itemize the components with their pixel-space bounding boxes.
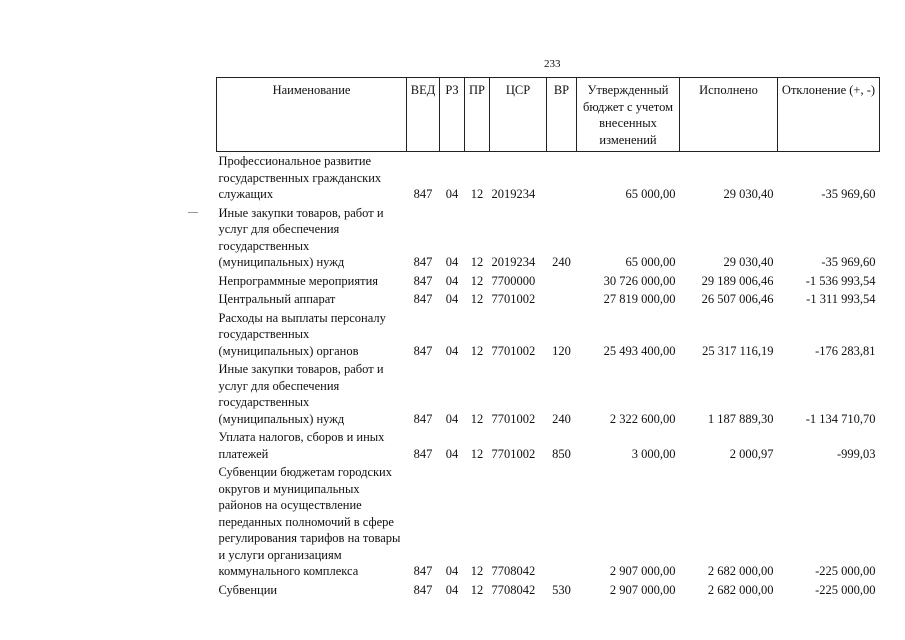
row-rz: 04 — [445, 187, 459, 201]
row-name: Субвенции бюджетам городских округов и муниципальных районов на осуществление переданных полномочий в сфере регулирования тарифов на товары и услуги организациям коммунального комплекса — [218, 465, 401, 578]
row-ved: 847 — [413, 446, 433, 461]
table-row — [217, 152, 880, 204]
row-vr — [547, 290, 577, 309]
row-ved: 847 — [413, 343, 433, 358]
row-approved: 2 907 000,00 — [609, 582, 676, 597]
row-approved: 65 000,00 — [625, 255, 676, 269]
row-pr: 12 — [470, 292, 484, 306]
row-deviation: -176 283,81 — [815, 343, 876, 358]
row-name: Профессиональное развитие государственных гражданских служащих — [218, 154, 382, 201]
row-vr: 530 — [552, 582, 571, 597]
header-pr: ПР — [465, 78, 490, 152]
row-csr: 7708042 — [491, 582, 536, 597]
row-csr: 7701002 — [491, 411, 536, 426]
row-executed: 2 682 000,00 — [707, 564, 774, 578]
row-csr: 2019234 — [491, 255, 536, 269]
row-pr: 12 — [470, 187, 484, 201]
header-csr: ЦСР — [490, 78, 547, 152]
row-name: Непрограммные мероприятия — [218, 273, 379, 288]
header-rz: РЗ — [440, 78, 465, 152]
row-executed: 25 317 116,19 — [702, 343, 774, 358]
row-deviation: -1 536 993,54 — [805, 273, 876, 288]
row-approved: 25 493 400,00 — [603, 343, 676, 358]
row-vr: 850 — [552, 446, 571, 461]
row-rz: 04 — [445, 411, 459, 426]
row-approved: 3 000,00 — [631, 446, 676, 461]
row-approved: 27 819 000,00 — [603, 292, 676, 306]
table-row — [217, 309, 880, 361]
row-deviation: -225 000,00 — [815, 582, 876, 597]
row-pr: 12 — [470, 273, 484, 288]
row-executed: 29 189 006,46 — [701, 273, 774, 288]
header-name: Наименование — [217, 78, 407, 152]
row-ved: 847 — [413, 273, 433, 288]
row-ved: 847 — [413, 292, 433, 306]
row-vr: 240 — [552, 411, 571, 426]
row-rz: 04 — [445, 446, 459, 461]
row-name: Иные закупки товаров, работ и услуг для обеспечения государственных (муниципальных) нужд — [218, 362, 384, 426]
row-vr — [547, 272, 577, 291]
table-row — [217, 428, 880, 463]
header-vr: ВР — [547, 78, 577, 152]
row-pr: 12 — [470, 582, 484, 597]
table-body — [217, 152, 880, 600]
row-rz: 04 — [445, 343, 459, 358]
header-ved: ВЕД — [407, 78, 440, 152]
margin-mark — [188, 212, 198, 213]
row-pr: 12 — [470, 564, 484, 578]
budget-table — [216, 77, 880, 599]
header-approved: Утвержденный бюджет с учетом внесенных изменений — [577, 78, 680, 152]
row-name: Иные закупки товаров, работ и услуг для обеспечения государственных (муниципальных) нужд — [218, 205, 384, 269]
row-ved: 847 — [413, 411, 433, 426]
table-row — [217, 581, 880, 600]
row-csr: 7701002 — [491, 343, 536, 358]
header-executed: Исполнено — [680, 78, 778, 152]
row-name: Центральный аппарат — [218, 292, 336, 306]
row-rz: 04 — [445, 273, 459, 288]
row-deviation: -1 134 710,70 — [805, 411, 876, 426]
row-ved: 847 — [413, 255, 433, 269]
row-deviation: -35 969,60 — [821, 187, 876, 201]
row-csr: 7701002 — [491, 292, 536, 306]
row-ved: 847 — [413, 564, 433, 578]
row-vr — [547, 152, 577, 204]
row-executed: 2 000,97 — [729, 446, 774, 461]
row-vr: 120 — [552, 343, 571, 358]
row-executed: 29 030,40 — [723, 255, 774, 269]
row-name: Расходы на выплаты персоналу государственных (муниципальных) органов — [218, 310, 386, 358]
row-approved: 30 726 000,00 — [603, 273, 676, 288]
row-pr: 12 — [470, 411, 484, 426]
row-rz: 04 — [445, 255, 459, 269]
header-deviation: Отклонение (+, -) — [778, 78, 880, 152]
row-deviation: -35 969,60 — [821, 255, 876, 269]
row-csr: 7701002 — [491, 446, 536, 461]
page-number: 233 — [544, 58, 561, 70]
table-row — [217, 360, 880, 428]
table-row — [217, 463, 880, 581]
row-executed: 26 507 006,46 — [701, 292, 774, 306]
table-row — [217, 204, 880, 272]
row-pr: 12 — [470, 446, 484, 461]
row-executed: 1 187 889,30 — [707, 411, 774, 426]
row-approved: 2 907 000,00 — [609, 564, 676, 578]
table-row — [217, 290, 880, 309]
row-name: Субвенции — [218, 582, 278, 597]
row-pr: 12 — [470, 343, 484, 358]
row-csr: 2019234 — [491, 187, 536, 201]
row-rz: 04 — [445, 564, 459, 578]
row-csr: 7708042 — [491, 564, 536, 578]
row-name: Уплата налогов, сборов и иных платежей — [218, 430, 385, 461]
row-approved: 2 322 600,00 — [609, 411, 676, 426]
row-executed: 2 682 000,00 — [707, 582, 774, 597]
table-row — [217, 272, 880, 291]
row-deviation: -999,03 — [836, 446, 876, 461]
row-deviation: -1 311 993,54 — [806, 292, 876, 306]
row-rz: 04 — [445, 292, 459, 306]
row-ved: 847 — [413, 187, 433, 201]
row-vr — [547, 463, 577, 581]
row-approved: 65 000,00 — [625, 187, 676, 201]
row-csr: 7700000 — [491, 273, 536, 288]
row-rz: 04 — [445, 582, 459, 597]
table-header — [217, 78, 880, 152]
row-ved: 847 — [413, 582, 433, 597]
row-executed: 29 030,40 — [723, 187, 774, 201]
row-deviation: -225 000,00 — [815, 564, 876, 578]
row-vr: 240 — [552, 255, 571, 269]
row-pr: 12 — [470, 255, 484, 269]
